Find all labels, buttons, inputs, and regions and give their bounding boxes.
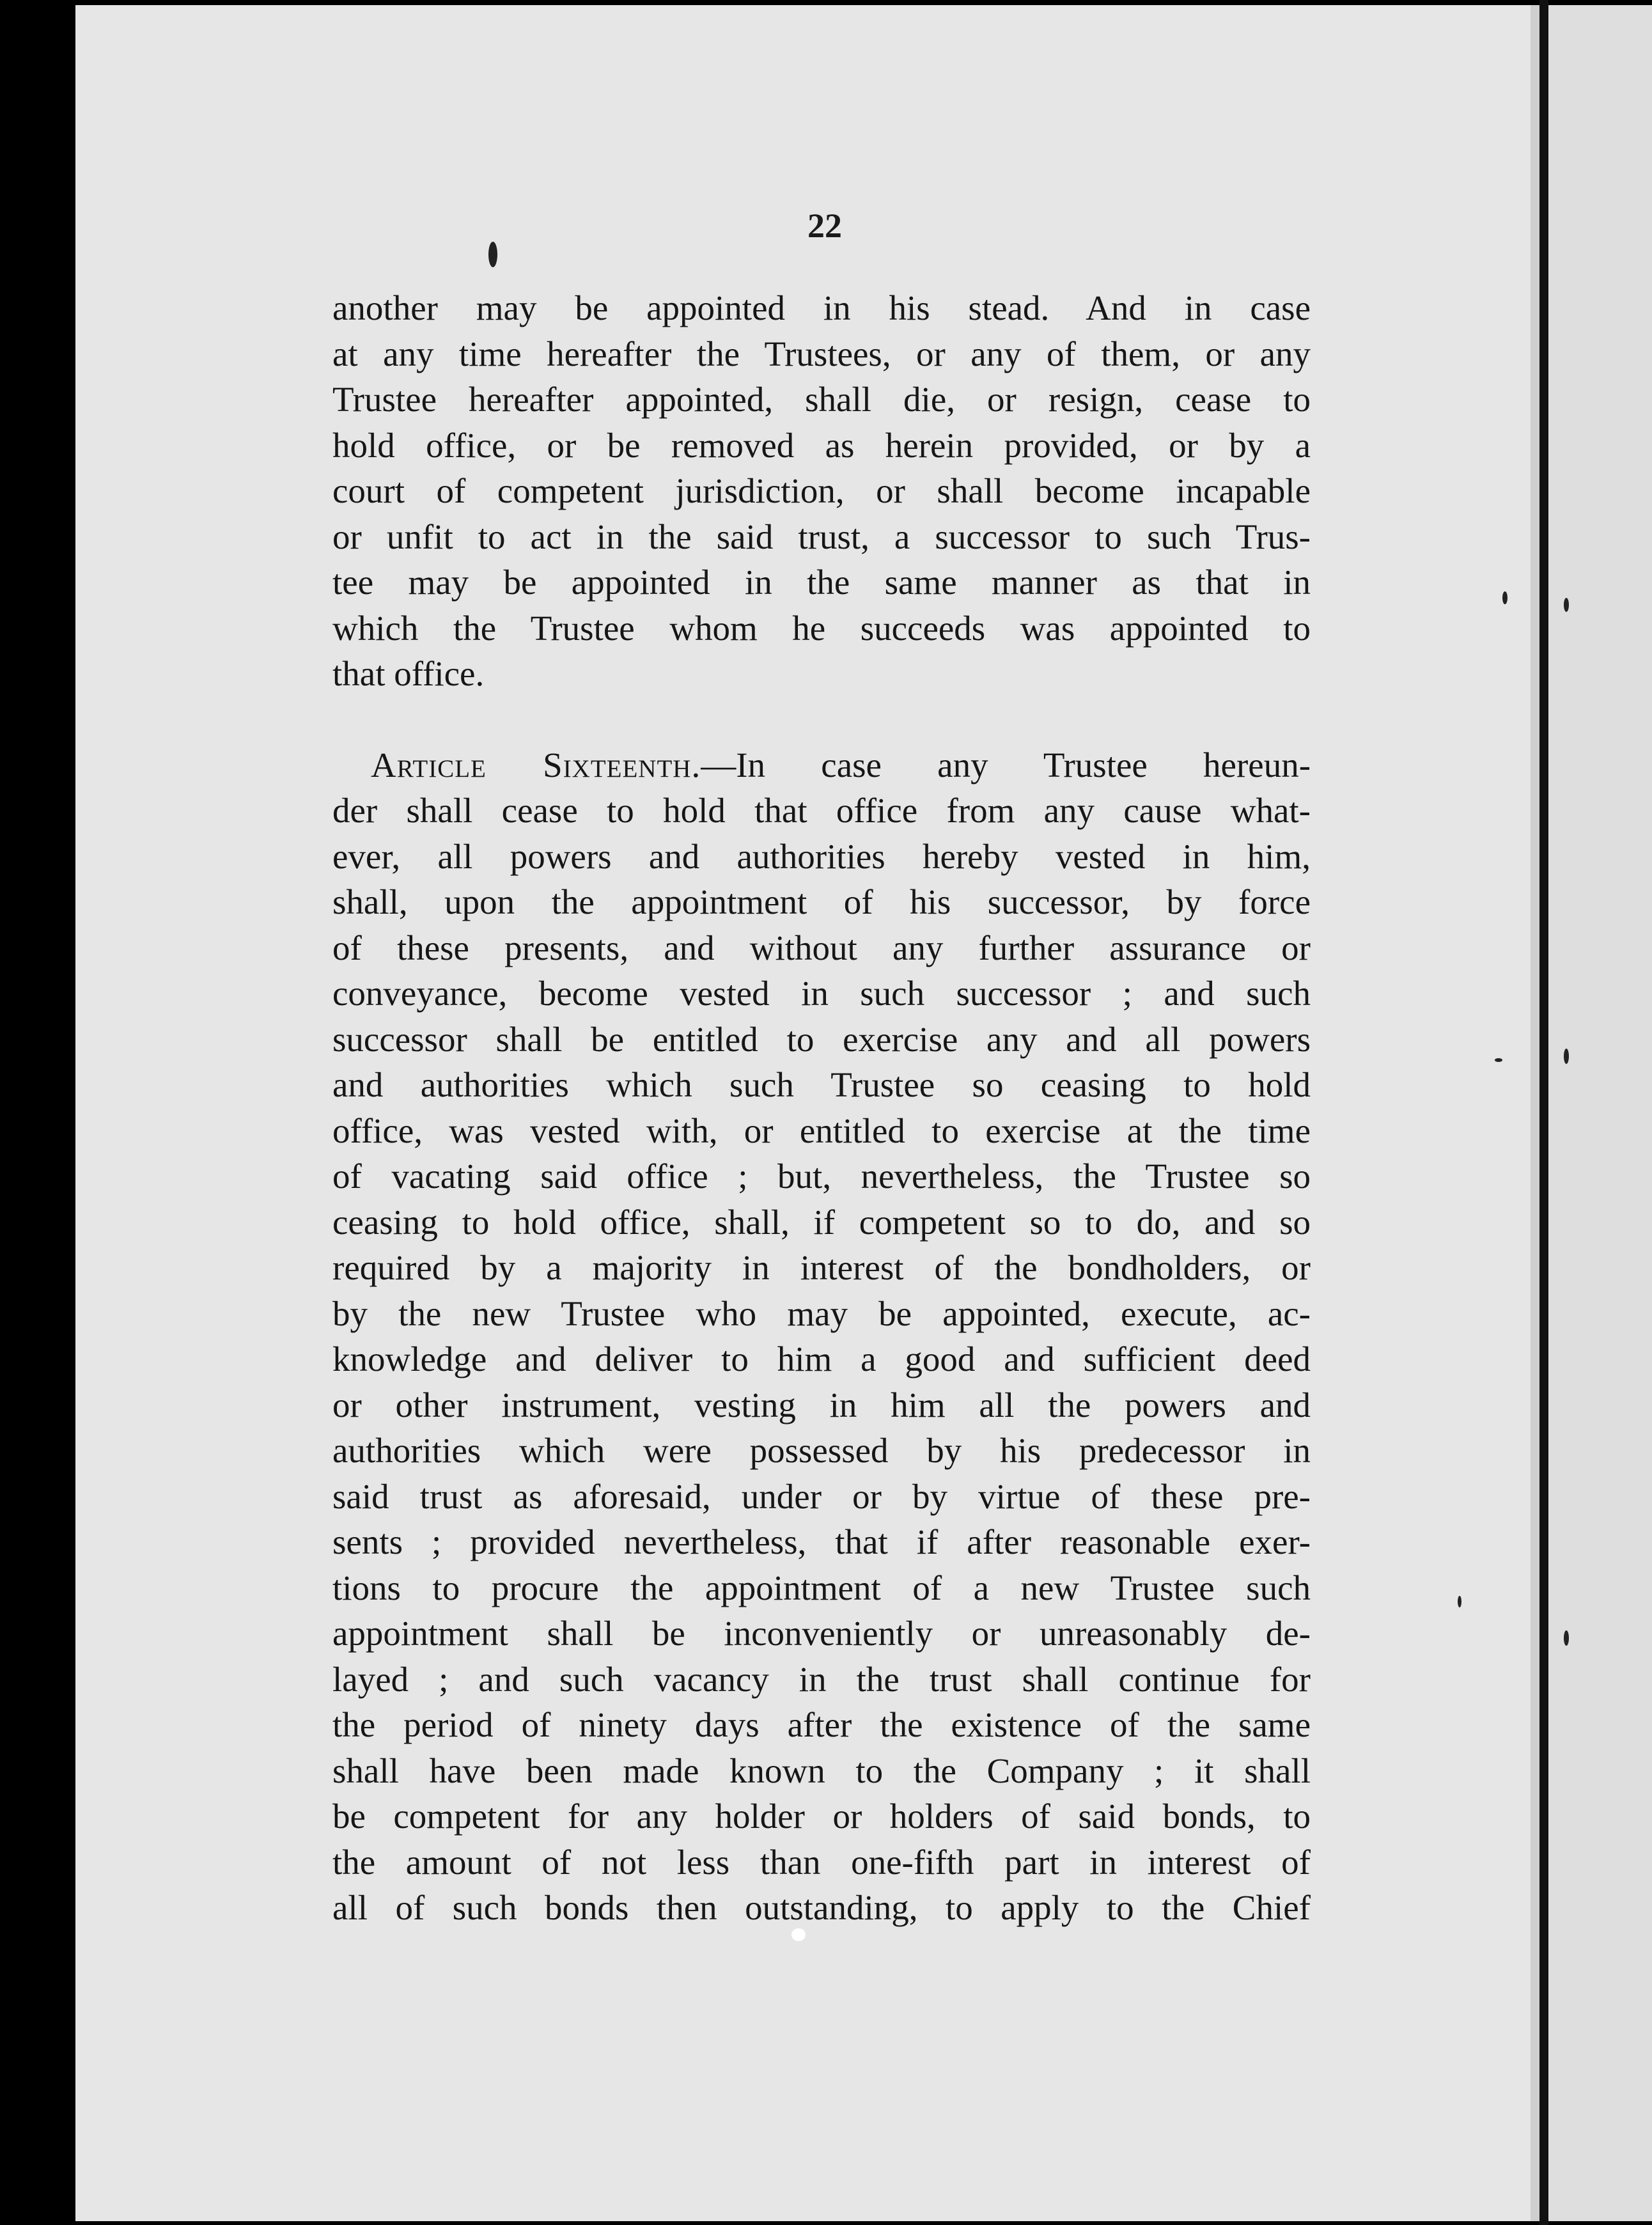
- text-line: knowledge and deliver to him a good and sufficient deed: [332, 1339, 1311, 1378]
- body-text: [332, 285, 1311, 1931]
- text-line: court of competent jurisdiction, or shall become incapable: [332, 471, 1311, 510]
- text-line: der shall cease to hold that office from any cause what-: [332, 791, 1311, 830]
- text-line: shall have been made known to the Company ; it shall: [332, 1751, 1311, 1790]
- text-line: Trustee hereafter appointed, shall die, or resign, cease to: [332, 380, 1311, 419]
- text-line: of vacating said office ; but, nevertheless, the Trustee so: [332, 1157, 1311, 1196]
- text-line: appointment shall be inconveniently or unreasonably de-: [332, 1614, 1311, 1653]
- text-line: that office.: [332, 654, 485, 693]
- text-line: and authorities which such Trustee so ceasing to hold: [332, 1065, 1311, 1104]
- article-heading: Article Sixteenth.: [371, 745, 701, 785]
- text-line: ever, all powers and authorities hereby vested in him,: [332, 836, 1311, 876]
- scan-speck: [1564, 598, 1569, 612]
- paragraph-continuation: [332, 285, 1311, 697]
- text-line: tions to procure the appointment of a new Trustee such: [332, 1568, 1311, 1607]
- text-line: be competent for any holder or holders of said bonds, to: [332, 1797, 1311, 1836]
- text-line: at any time hereafter the Trustees, or any of them, or any: [332, 334, 1311, 373]
- text-line: tee may be appointed in the same manner as that in: [332, 563, 1311, 602]
- page-number: 22: [807, 207, 842, 245]
- text-line-fragment: —In case any Trustee hereun-: [701, 745, 1311, 785]
- article-first-line: [332, 742, 1311, 788]
- text-line: said trust as aforesaid, under or by virtue of these pre-: [332, 1476, 1311, 1516]
- text-line: hold office, or be removed as herein provided, or by a: [332, 425, 1311, 465]
- text-line: layed ; and such vacancy in the trust shall continue for: [332, 1659, 1311, 1699]
- article-sixteenth: [332, 742, 1311, 1931]
- text-line: which the Trustee whom he succeeds was appointed to: [332, 608, 1311, 648]
- text-line: by the new Trustee who may be appointed, execute, ac-: [332, 1293, 1311, 1333]
- scan-speck: [1564, 1049, 1569, 1064]
- scan-speck: [791, 1928, 806, 1941]
- text-line: shall, upon the appointment of his successor, by force: [332, 882, 1311, 921]
- text-line: sents ; provided nevertheless, that if after reasonable exer-: [332, 1522, 1311, 1561]
- adjacent-page-edge: [1548, 5, 1652, 2221]
- text-line: office, was vested with, or entitled to exercise at the time: [332, 1111, 1311, 1150]
- text-line: of these presents, and without any further assurance or: [332, 928, 1311, 967]
- scan-speck: [1564, 1630, 1569, 1646]
- text-line: required by a majority in interest of the bondholders, or: [332, 1248, 1311, 1287]
- text-line: conveyance, become vested in such successor ; and such: [332, 974, 1311, 1013]
- text-line: all of such bonds then outstanding, to apply to the Chief: [332, 1888, 1311, 1927]
- text-line: or unfit to act in the said trust, a successor to such Trus-: [332, 517, 1311, 556]
- scan-speck: [1502, 591, 1508, 604]
- text-line: authorities which were possessed by his predecessor in: [332, 1431, 1311, 1470]
- text-line: or other instrument, vesting in him all the powers and: [332, 1385, 1311, 1425]
- text-line: ceasing to hold office, shall, if competent so to do, and so: [332, 1202, 1311, 1242]
- page-edge-shadow: [1531, 5, 1539, 2221]
- scan-speck: [1458, 1596, 1461, 1607]
- text-line: another may be appointed in his stead. And in case: [332, 288, 1311, 327]
- scan-speck: [488, 242, 497, 267]
- text-line: the amount of not less than one-fifth part in interest of: [332, 1842, 1311, 1882]
- paragraph-spacing: [332, 697, 1311, 742]
- text-line: successor shall be entitled to exercise any and all powers: [332, 1019, 1311, 1059]
- scan-speck: [1495, 1058, 1502, 1062]
- text-line: the period of ninety days after the existence of the same: [332, 1705, 1311, 1744]
- book-gutter: [1539, 0, 1548, 2225]
